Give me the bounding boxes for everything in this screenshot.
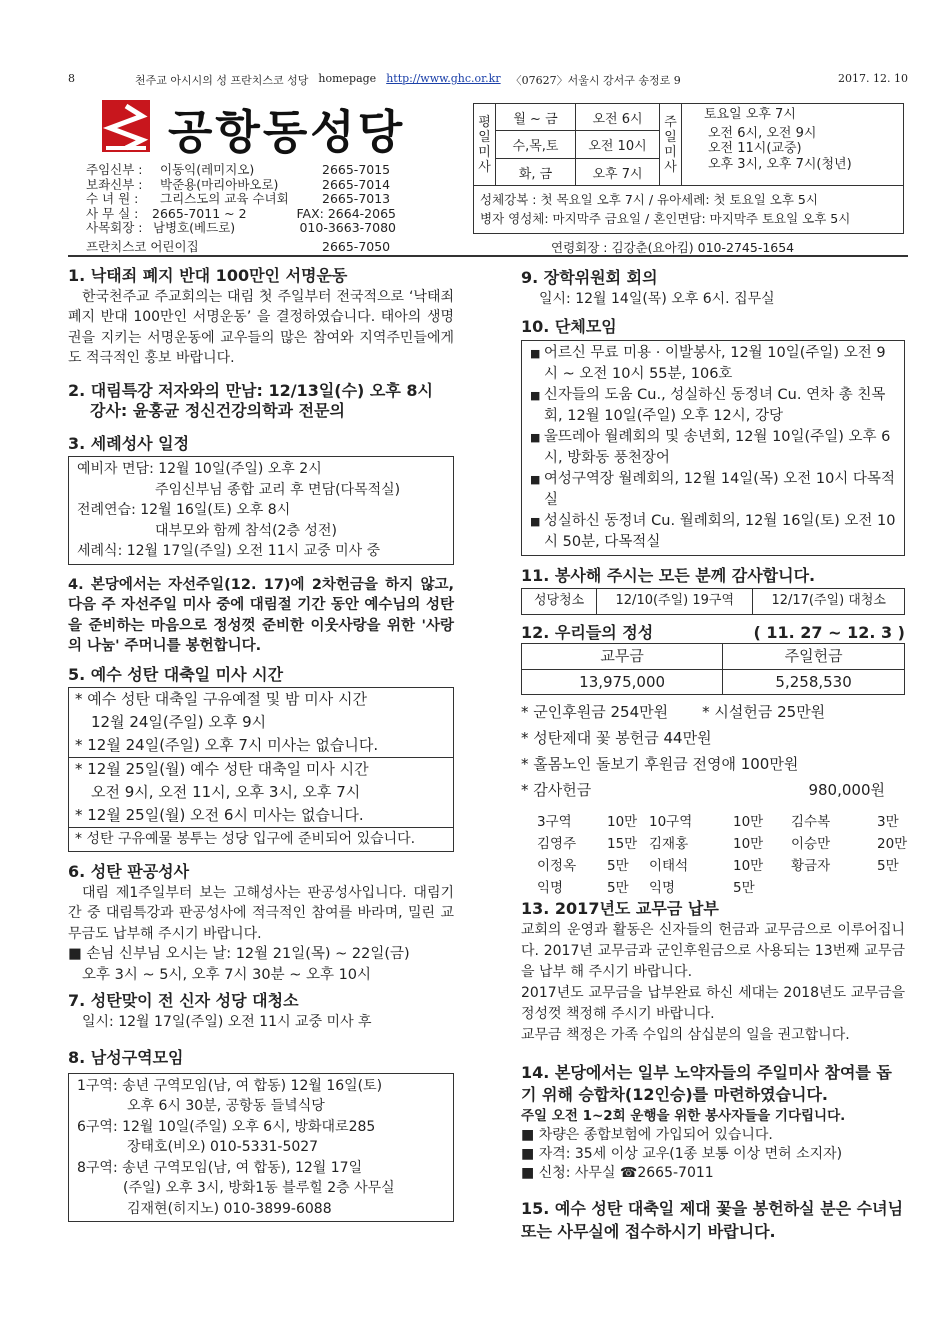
donor-cell: 3만 xyxy=(877,814,899,830)
donor-cell: 5만 xyxy=(877,858,899,874)
volunteer-table xyxy=(521,588,905,615)
staff-k: 주임신부 : xyxy=(86,162,143,177)
volunteer-cell: 12/10(주일) 19구역 xyxy=(597,589,753,615)
staff-t: 2665-7050 xyxy=(322,238,391,254)
donor-cell: 10만 xyxy=(607,814,638,830)
christmas-line: * 예수 성탄 대축일 구유예절 및 밤 미사 시간 xyxy=(75,690,367,708)
mass-note-2: 병자 영성체: 마지막주 금요일 / 혼인면담: 마지막주 토요일 오후 5시 xyxy=(480,211,851,226)
guest-priest-date: 손님 신부님 오시는 날: 12월 21일(목) ~ 22일(금) xyxy=(86,946,410,962)
christmas-line: 12월 24일(주일) 오후 9시 xyxy=(91,713,267,731)
staff-k: 프란치스코 어린이집 xyxy=(86,238,199,254)
church-title: 공항동성당 xyxy=(168,105,406,159)
weekday-row xyxy=(496,131,659,158)
donor-cell: 5만 xyxy=(733,880,755,896)
weekday-row xyxy=(496,104,659,131)
district-line: 1구역: 송년 구역모임(남, 여 합동) 12월 16일(토) xyxy=(77,1077,383,1094)
district-line: 장태호(비오) 010-5331-5027 xyxy=(127,1139,319,1155)
donor-list xyxy=(521,811,908,899)
van-line: 자격: 35세 이상 교우(1종 보통 이상 면허 소지자) xyxy=(538,1146,843,1162)
district-line: 김재현(히지노) 010-3899-6088 xyxy=(127,1200,332,1217)
christmas-line: * 12월 25일(월) 오전 6시 미사는 없습니다. xyxy=(75,806,364,824)
district-line: 6구역: 12월 10일(주일) 오후 6시, 방화대로285 xyxy=(77,1118,376,1135)
guest-priest-line: ■ 손님 신부님 오시는 날: 12월 21일(목) ~ 22일(금) xyxy=(68,946,410,962)
weekday-time: 오전 10시 xyxy=(588,138,647,154)
section-2-speaker: 강사: 윤홍균 정신건강의학과 전문의 xyxy=(90,401,345,420)
staff-t: 010-3663-7080 xyxy=(299,220,396,236)
section-9-text: 일시: 12월 14일(목) 오후 6시. 집무실 xyxy=(539,290,775,307)
left-column xyxy=(68,266,454,1222)
staff-row xyxy=(86,221,396,236)
thanks-offering-label: * 감사헌금 xyxy=(521,781,592,799)
sunday-time: 오후 3시, 오후 7시(청년) xyxy=(708,156,852,172)
donor-cell: 3구역 xyxy=(537,814,572,830)
mass-note-1: 성체강복 : 첫 목요일 오후 7시 / 유아세례: 첫 토요일 오후 5시 xyxy=(480,192,818,207)
christmas-line: * 12월 24일(주일) 오후 7시 미사는 없습니다. xyxy=(75,736,379,754)
baptism-schedule-box xyxy=(68,456,454,565)
section-13-heading: 13. 2017년도 교무금 납부 xyxy=(521,899,719,918)
offering-period: ( 11. 27 ~ 12. 3 ) xyxy=(753,622,905,642)
baptism-line: 대부모와 함께 참석(2층 성전) xyxy=(155,522,337,539)
guest-priest-time: 오후 3시 ~ 5시, 오후 7시 30분 ~ 오후 10시 xyxy=(82,966,372,983)
district-meeting-box xyxy=(68,1073,454,1223)
mass-schedule xyxy=(473,103,904,234)
donation-line: * 시설헌금 25만원 xyxy=(702,703,826,721)
van-line: 차량은 종합보험에 가입되어 있습니다. xyxy=(538,1127,773,1143)
staff-k: 보좌신부 : xyxy=(86,176,143,192)
baptism-line: 주임신부님 종합 교리 후 면담(다목적실) xyxy=(155,481,401,498)
offering-value: 13,975,000 xyxy=(522,669,723,695)
sunday-mass-label: 주일미사 xyxy=(660,104,682,185)
address: 〈07627〉서울시 강서구 송정로 9 xyxy=(510,74,681,87)
staff-v: 그리스도의 교육 수녀회 xyxy=(160,191,289,207)
van-info: ■ 차량은 종합보험에 가입되어 있습니다. ■ 자격: 35세 이상 교우(1종 보통 이상 면허 소지자) ■ 신청: 사무실 ☎2665-7011 xyxy=(521,1127,843,1181)
donor-cell: 익명 xyxy=(649,880,676,896)
homepage-label: homepage xyxy=(318,72,377,85)
group-meeting-item: ■ 울뜨레아 월례회의 및 송년회, 12월 10일(주일) 오후 6시, 방화동 풍천장어 xyxy=(530,427,896,469)
section-1-heading: 1. 낙태죄 폐지 반대 100만인 서명운동 xyxy=(68,266,348,285)
staff-k: 수 녀 원 : xyxy=(86,191,139,207)
christmas-line: 오전 9시, 오전 11시, 오후 3시, 오후 7시 xyxy=(91,783,361,801)
donor-cell: 5만 xyxy=(607,880,629,896)
staff-t: FAX: 2664-2065 xyxy=(296,205,396,221)
tithe-para: 교무금 책정은 가족 수입의 삼십분의 일을 권고합니다. xyxy=(521,1026,850,1043)
donor-cell: 김영주 xyxy=(537,836,577,852)
section-10-heading: 10. 단체모임 xyxy=(521,317,617,336)
donor-cell: 10만 xyxy=(733,858,764,874)
church-name: 천주교 아시시의 성 프란치스코 성당 xyxy=(135,74,309,87)
section-12-title: 12. 우리들의 정성 xyxy=(521,622,654,642)
weekday-row xyxy=(496,159,659,186)
sunday-time: 토요일 오후 7시 xyxy=(704,107,796,122)
section-6-heading: 6. 성탄 판공성사 xyxy=(68,862,190,881)
section-1-text: 한국천주교 주교회의는 대림 첫 주일부터 전국적으로 ‘낙태죄 폐지 반대 100만인 서명운동’ 을 결정하였습니다. 태아의 생명권을 지키는 서명운동에 교우들의 많은 참여와 지역주민들에게도 적극적인 홍보 바랍니다. xyxy=(68,288,454,366)
donor-cell: 익명 xyxy=(537,880,564,896)
staff-v: 남병호(베드로) xyxy=(152,220,236,236)
contact-line: 연령회장 : 김강춘(요아킴) 010-2745-1654 xyxy=(551,240,795,255)
section-11-heading: 11. 봉사해 주시는 모든 분께 감사합니다. xyxy=(521,565,816,585)
section-13-text xyxy=(521,920,905,1046)
donor-cell: 10구역 xyxy=(649,814,693,830)
section-6-text: 대림 제1주일부터 보는 고해성사는 판공성사입니다. 대림기간 중 대림특강과 판공성사에 적극적인 참여를 바라며, 밀린 교무금도 납부해 주시기 바랍니다. xyxy=(68,884,454,942)
section-9-heading: 9. 장학위원회 회의 xyxy=(521,268,658,287)
donor-cell: 이정옥 xyxy=(537,858,577,874)
baptism-line: 예비자 면담: 12월 10일(주일) 오후 2시 xyxy=(77,461,322,477)
section-15-heading: 15. 예수 성탄 대축일 제대 꽃을 봉헌하실 분은 수녀님 또는 사무실에 접수하시기 바랍니다. xyxy=(521,1199,904,1241)
baptism-line: 전례연습: 12월 16일(토) 오후 8시 xyxy=(77,502,291,518)
right-column xyxy=(521,268,908,1243)
staff-row xyxy=(86,192,396,207)
van-line: 신청: 사무실 ☎2665-7011 xyxy=(538,1165,714,1181)
section-2-heading: 2. 대림특강 저자와의 만남: 12/13일(수) 오후 8시 xyxy=(68,380,434,400)
offering-value: 5,258,530 xyxy=(723,669,905,695)
section-7-text: 일시: 12월 17일(주일) 오전 11시 교중 미사 후 xyxy=(82,1013,372,1030)
section-14-heading: 14. 본당에서는 일부 노약자들의 주일미사 참여를 돕기 위해 승합차(12인승)를 마련하였습니다. xyxy=(521,1062,892,1104)
section-12-heading xyxy=(521,623,905,644)
district-line: 8구역: 송년 구역모임(남, 여 합동), 12월 17일 xyxy=(77,1159,363,1176)
section-3-heading: 3. 세례성사 일정 xyxy=(68,433,190,453)
section-7-heading: 7. 성탄맞이 전 신자 성당 대청소 xyxy=(68,991,299,1010)
offering-header: 교무금 xyxy=(522,644,723,670)
staff-t: 2665-7013 xyxy=(322,191,391,207)
volunteer-cell: 성당청소 xyxy=(522,589,597,615)
staff-row xyxy=(86,240,396,255)
weekday-time: 오전 6시 xyxy=(592,111,643,127)
church-logo-icon xyxy=(102,100,150,152)
donor-cell xyxy=(791,877,877,899)
donor-cell: 10만 xyxy=(733,836,764,852)
group-meeting-item: ■ 여성구역장 월례회의, 12월 14일(목) 오전 10시 다목적실 xyxy=(530,469,896,511)
sunday-time: 오전 6시, 오전 9시 xyxy=(708,125,817,141)
donation-line: * 성탄제대 꽃 봉헌금 44만원 xyxy=(521,729,712,747)
sunday-time: 오전 11시(교중) xyxy=(708,141,802,156)
divider xyxy=(68,255,908,257)
weekday-time: 오후 7시 xyxy=(592,166,643,182)
volunteer-cell: 12/17(주일) 대청소 xyxy=(753,589,905,615)
weekday-days: 수,목,토 xyxy=(496,131,576,157)
donor-cell: 10만 xyxy=(733,814,764,830)
donor-cell: 5만 xyxy=(607,858,629,874)
donation-line: * 홀몸노인 돌보기 후원금 전영애 100만원 xyxy=(521,755,799,773)
group-meeting-item: ■ 어르신 무료 미용 · 이발봉사, 12월 10일(주일) 오전 9시 ~ 오전 10시 55분, 106호 xyxy=(530,343,896,385)
issue-date: 2017. 12. 10 xyxy=(838,72,908,85)
staff-v: 2665-7011 ~ 2 xyxy=(152,205,247,221)
donor-cell: 황금자 xyxy=(791,858,831,874)
staff-list xyxy=(86,163,396,255)
thanks-offering-amount: 980,000원 xyxy=(808,781,885,799)
weekday-days: 화, 금 xyxy=(496,159,576,186)
staff-t: 2665-7015 xyxy=(322,162,391,177)
staff-t: 2665-7014 xyxy=(322,176,391,192)
sunday-mass-times xyxy=(682,104,903,185)
homepage-link[interactable]: http://www.ghc.or.kr xyxy=(386,72,501,85)
staff-row xyxy=(86,163,396,178)
offering-header: 주일헌금 xyxy=(723,644,905,670)
top-header xyxy=(68,72,908,90)
staff-k: 사 무 실 : xyxy=(86,205,139,221)
group-meeting-item: ■ 신자들의 도움 Cu., 성실하신 동정녀 Cu. 연차 총 친목회, 12월 10일(주일) 오후 12시, 강당 xyxy=(530,385,896,427)
donor-cell: 이승만 xyxy=(791,836,831,852)
section-14-subtitle: 주일 오전 1~2회 운행을 위한 봉사자들을 기다립니다. xyxy=(521,1107,846,1124)
baptism-line: 세례식: 12월 17일(주일) 오전 11시 교중 미사 중 xyxy=(77,543,381,559)
donor-cell xyxy=(877,877,923,899)
section-4-text: 4. 본당에서는 자선주일(12. 17)에 2차헌금을 하지 않고, 다음 주 자선주일 미사 중에 대림절 기간 동안 예수님의 성탄을 준비하는 마음으로 정성껏 준비한 이웃사랑을 위한 '사랑의 나눔' 주머니를 봉헌합니다. xyxy=(68,576,454,654)
staff-v: 박준용(마리아바오로) xyxy=(160,176,279,192)
group-meeting-item: ■ 성실하신 동정녀 Cu. 월례회의, 12월 16일(토) 오전 10시 50분, 다목적실 xyxy=(530,511,896,553)
district-line: (주일) 오후 3시, 방화1동 블루힐 2층 사무실 xyxy=(123,1180,395,1196)
staff-k: 사목회장 : xyxy=(86,220,143,236)
donor-cell: 김재홍 xyxy=(649,836,689,852)
tithe-para: 2017년도 교무금을 납부완료 하신 세대는 2018년도 교무금을 정성껏 책정해 주시기 바랍니다. xyxy=(521,984,905,1022)
donor-cell: 이태석 xyxy=(649,858,689,874)
weekday-days: 월 ~ 금 xyxy=(496,104,576,130)
offering-table xyxy=(521,643,905,695)
weekday-mass-table xyxy=(496,104,660,185)
page-number: 8 xyxy=(68,72,75,85)
staff-v: 이동익(레미지오) xyxy=(160,162,255,177)
staff-row xyxy=(86,207,396,222)
group-meeting-box xyxy=(521,340,905,556)
christmas-line: * 성탄 구유예물 봉투는 성당 입구에 준비되어 있습니다. xyxy=(75,831,416,847)
district-line: 오후 6시 30분, 공항동 들녘식당 xyxy=(127,1098,325,1114)
donation-line: * 군인후원금 254만원 xyxy=(521,703,669,721)
christmas-mass-box xyxy=(68,687,454,852)
christmas-line: * 12월 25일(월) 예수 성탄 대축일 미사 시간 xyxy=(75,760,369,778)
staff-row xyxy=(86,178,396,193)
donor-cell: 20만 xyxy=(877,836,908,852)
tithe-para: 교회의 운영과 활동은 신자들의 헌금과 교무금으로 이루어집니다. 2017년 교무금과 군인후원금으로 사용되는 13번째 교무금을 납부 해 주시기 바랍니다. xyxy=(521,921,905,980)
donor-cell: 김수복 xyxy=(791,814,831,830)
weekday-mass-label: 평일미사 xyxy=(474,104,496,185)
section-5-heading: 5. 예수 성탄 대축일 미사 시간 xyxy=(68,664,284,684)
section-8-heading: 8. 남성구역모임 xyxy=(68,1048,184,1067)
donor-cell: 15만 xyxy=(607,836,638,852)
